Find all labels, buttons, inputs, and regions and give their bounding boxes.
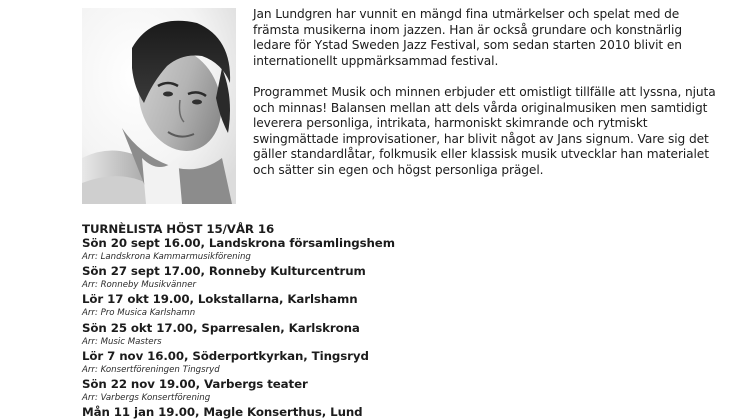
event-organizer: Arr: Music Masters [82, 336, 162, 347]
event-organizer: Arr: Landskrona Kammarmusikförening [82, 252, 251, 262]
event-date-venue: Mån 11 jan 19.00, Magle Konserthus, Lund [82, 405, 363, 419]
tour-event [82, 377, 682, 405]
event-organizer: Arr: Varbergs Konsertförening [82, 393, 211, 404]
tour-event [82, 264, 682, 292]
tour-list [82, 222, 682, 419]
tour-event [82, 236, 682, 264]
event-organizer: Arr: Pro Musica Karlshamn [82, 308, 196, 319]
tour-event [82, 405, 682, 419]
event-organizer: Arr: Ronneby Musikvänner [82, 280, 197, 291]
tour-event [82, 349, 682, 377]
event-date-venue: Sön 27 sept 17.00, Ronneby Kulturcentrum [82, 264, 366, 279]
event-date-venue: Sön 22 nov 19.00, Varbergs teater [82, 377, 308, 392]
event-date-venue: Sön 25 okt 17.00, Sparresalen, Karlskrona [82, 320, 360, 335]
tour-event [82, 292, 682, 320]
event-date-venue: Lör 7 nov 16.00, Söderportkyrkan, Tingsryd [82, 348, 369, 363]
event-date-venue: Sön 20 sept 16.00, Landskrona församlingshem [82, 236, 395, 250]
bio-paragraph-2: Programmet Musik och minnen erbjuder ett omistligt tillfälle att lyssna, njuta och minnas! Balansen mellan att dels vårda originalmusiken men samtidigt leverera personliga, intrikata, harmoniskt skimrande och rytmiskt swingmättade improvisationer, har blivit något av Jans signum. Vare sig det gäller standardlåtar, folkmusik eller klassisk musik utvecklar han materialet och sätter sin egen och högst personliga prägel. [253, 84, 716, 177]
tour-heading: TURNÈLISTA HÖST 15/VÅR 16 [82, 222, 275, 236]
event-organizer: Arr: Konsertföreningen Tingsryd [82, 364, 220, 375]
tour-event [82, 321, 682, 349]
bio-paragraph-1: Jan Lundgren har vunnit en mängd fina utmärkelser och spelat med de främsta musikerna inom jazzen. Han är också grundare och konstnärlig ledare för Ystad Sweden Jazz Festival, som sedan starten 2010 blivit en internationellt uppmärksammad festival. [253, 7, 682, 68]
event-date-venue: Lör 17 okt 19.00, Lokstallarna, Karlshamn [82, 292, 358, 307]
artist-portrait-photo [82, 8, 236, 204]
artist-bio [253, 7, 723, 179]
